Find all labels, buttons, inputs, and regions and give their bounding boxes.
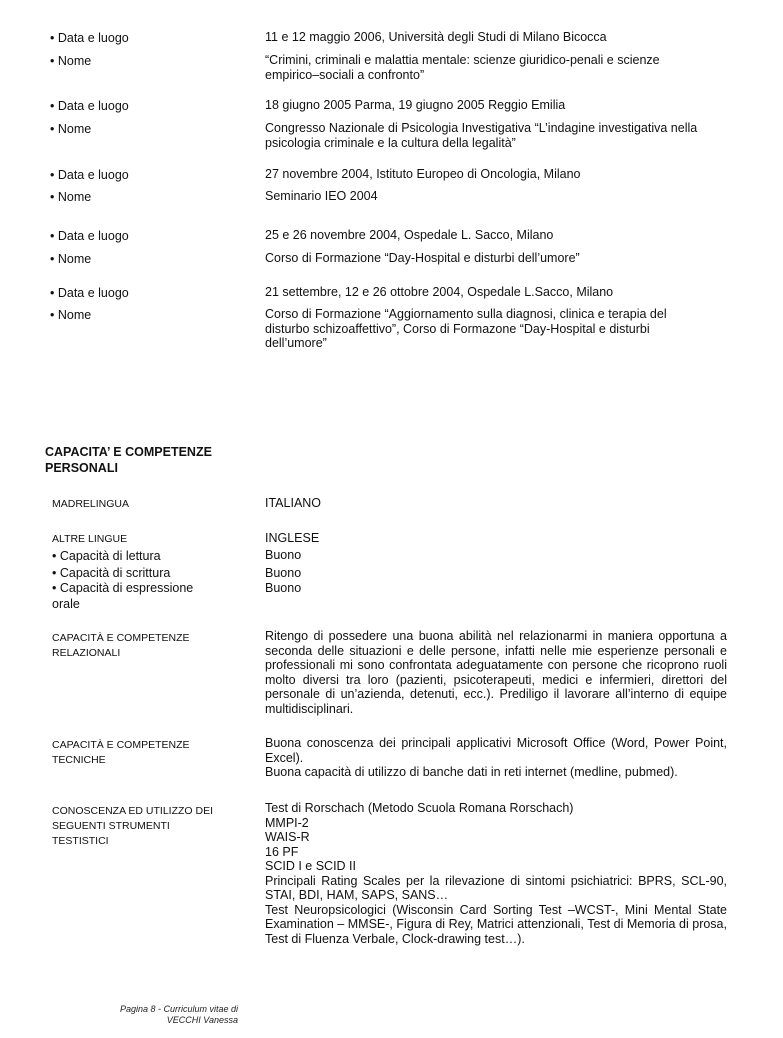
entry-name: Congresso Nazionale di Psicologia Investigativa “L’indagine investigativa nella psicologia criminale e la cultura della legalità” (265, 121, 698, 150)
name-label: • Nome (50, 252, 92, 266)
speaking-skill-label-line2: orale (52, 596, 80, 611)
entry-name: “Crimini, criminali e malattia mentale: scienze giuridico-penali e scienze empirico–sociali a confronto” (265, 53, 660, 82)
entry-date: 21 settembre, 12 e 26 ottobre 2004, Ospedale L.Sacco, Milano (265, 285, 614, 299)
test-tools-label-line1: CONOSCENZA ED UTILIZZO DEI (52, 805, 214, 817)
entry-date: 18 giugno 2005 Parma, 19 giugno 2005 Reggio Emilia (265, 98, 566, 112)
entry-date: 11 e 12 maggio 2006, Università degli Studi di Milano Bicocca (265, 30, 607, 44)
date-place-label: • Data e luogo (50, 168, 129, 182)
technical-skills-label-line2: TECNICHE (52, 754, 106, 766)
technical-skills-text1: Buona conoscenza dei principali applicativi Microsoft Office (Word, Power Point, Excel). (265, 736, 727, 765)
speaking-skill-label (52, 581, 193, 612)
date-place-label: • Data e luogo (50, 99, 129, 113)
test-tools-label-line2: SEGUENTI STRUMENTI (52, 820, 170, 832)
reading-skill-label: • Capacità di lettura (52, 549, 161, 563)
writing-skill-value: Buono (265, 566, 302, 580)
footer-line1: Pagina 8 - Curriculum vitae di (119, 1004, 238, 1014)
speaking-skill-value: Buono (265, 581, 302, 595)
name-label: • Nome (50, 308, 92, 322)
section-title-line1: CAPACITA’ E COMPETENZE (45, 445, 212, 459)
mother-tongue-value: ITALIANO (265, 496, 322, 510)
entry-name: Corso di Formazione “Aggiornamento sulla diagnosi, clinica e terapia del disturbo schizoaffettivo”, Corso di Formazone “Day-Hospital e disturbi dell’umore” (265, 307, 667, 350)
speaking-skill-label-line1: • Capacità di espressione (52, 581, 194, 595)
test-tool-line: WAIS-R (265, 830, 310, 844)
test-tool-line: MMPI-2 (265, 815, 309, 830)
technical-skills-text (265, 736, 727, 780)
section-title (45, 444, 245, 476)
technical-skills-label-line1: CAPACITÀ E COMPETENZE (52, 739, 190, 751)
rating-scales-text: Principali Rating Scales per la rilevazione di sintomi psichiatrici: BPRS, SCL-90, STAI, BDI, HAM, SAPS, SANS… (265, 873, 727, 902)
test-tool-line: Test di Rorschach (Metodo Scuola Romana Rorschach) (265, 801, 574, 815)
test-tools-label (52, 804, 252, 849)
test-tools-list (265, 801, 727, 946)
test-tool-line: SCID I e SCID II (265, 859, 356, 873)
relational-skills-label-line2: RELAZIONALI (52, 647, 121, 659)
relational-skills-label-line1: CAPACITÀ E COMPETENZE (52, 632, 190, 644)
mother-tongue-label: MADRELINGUA (52, 498, 130, 510)
page-footer (118, 1004, 238, 1026)
section-title-line2: PERSONALI (45, 461, 118, 475)
footer-line2: VECCHI Vanessa (166, 1015, 238, 1025)
date-place-label: • Data e luogo (50, 286, 129, 300)
other-languages-label: ALTRE LINGUE (52, 533, 128, 545)
relational-skills-label (52, 631, 252, 661)
writing-skill-label: • Capacità di scrittura (52, 566, 171, 580)
date-place-label: • Data e luogo (50, 229, 129, 243)
name-label: • Nome (50, 190, 92, 204)
reading-skill-value: Buono (265, 548, 302, 562)
technical-skills-label (52, 738, 252, 768)
test-tool-line: 16 PF (265, 844, 299, 859)
neuro-tests-text: Test Neuropsicologici (Wisconsin Card Sorting Test –WCST-, Mini Mental State Examination – MMSE-, Figura di Rey, Matrici attenzionali, Test di Memoria di prosa, Test di Fluenza Verbale, Clock-drawing test…). (265, 902, 727, 946)
entry-date: 25 e 26 novembre 2004, Ospedale L. Sacco, Milano (265, 228, 554, 242)
date-place-label: • Data e luogo (50, 31, 129, 45)
test-tools-label-line3: TESTISTICI (52, 835, 109, 847)
name-label: • Nome (50, 122, 92, 136)
entry-name: Seminario IEO 2004 (265, 189, 378, 203)
entry-date: 27 novembre 2004, Istituto Europeo di Oncologia, Milano (265, 167, 581, 181)
technical-skills-text2: Buona capacità di utilizzo di banche dati in reti internet (medline, pubmed). (265, 765, 678, 779)
name-label: • Nome (50, 54, 92, 68)
other-languages-value: INGLESE (265, 531, 320, 545)
entry-name: Corso di Formazione “Day-Hospital e disturbi dell’umore” (265, 251, 580, 265)
relational-skills-text: Ritengo di possedere una buona abilità nel relazionarmi in maniera opportuna a seconda delle situazioni e delle persone, infatti nelle mie esperienze personali e professionali mi sono confrontata adeguatamente con persone che ricoprono ruoli molto diversi tra loro (pazienti, psicoterapeuti, medici e infermieri, direttori del personale di un’azienda, detenuti, ecc.). Prediligo il lavorare all’interno di equipe multidisciplinari. (265, 629, 727, 716)
